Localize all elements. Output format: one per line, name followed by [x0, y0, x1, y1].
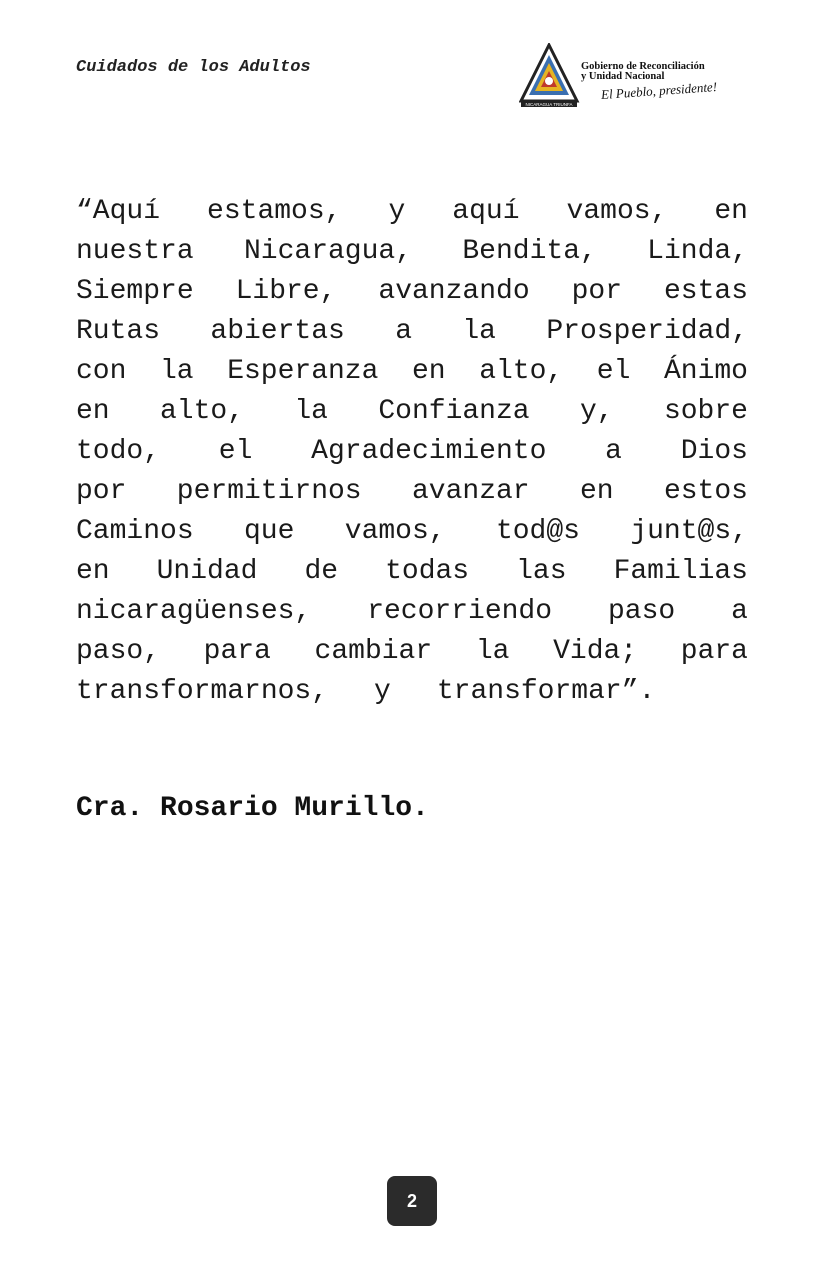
running-header-title: Cuidados de los Adultos: [76, 58, 311, 77]
quote-line: transformarnos, y transformar”.: [76, 676, 656, 707]
quote-line: paso, para cambiar la Vida; para: [76, 636, 748, 667]
quote-line: con la Esperanza en alto, el Ánimo: [76, 356, 748, 387]
quote-line: “Aquí estamos, y aquí vamos, en: [76, 196, 748, 227]
page-number-badge: 2: [387, 1176, 437, 1226]
quote-line: Siempre Libre, avanzando por estas: [76, 276, 748, 307]
logo-line-2: y Unidad Nacional: [581, 71, 665, 82]
quote-line: en alto, la Confianza y, sobre: [76, 396, 748, 427]
svg-text:NICARAGUA TRIUNFA: NICARAGUA TRIUNFA: [525, 102, 573, 107]
quote-author: Cra. Rosario Murillo.: [76, 793, 429, 824]
quote-line: Caminos que vamos, tod@s junt@s,: [76, 516, 748, 547]
logo-line-1: Gobierno de Reconciliación: [581, 61, 705, 72]
quote-line: en Unidad de todas las Familias: [76, 556, 748, 587]
quote-line: todo, el Agradecimiento a Dios: [76, 436, 748, 467]
logo-slogan: El Pueblo, presidente!: [600, 78, 718, 103]
quote-line: Rutas abiertas a la Prosperidad,: [76, 316, 748, 347]
quote-line: nuestra Nicaragua, Bendita, Linda,: [76, 236, 748, 267]
government-logo: [519, 43, 749, 109]
nicaragua-triangle-seal-icon: [519, 43, 581, 109]
quote-block: [76, 192, 748, 712]
quote-line: por permitirnos avanzar en estos: [76, 476, 748, 507]
quote-line: nicaragüenses, recorriendo paso a: [76, 596, 748, 627]
